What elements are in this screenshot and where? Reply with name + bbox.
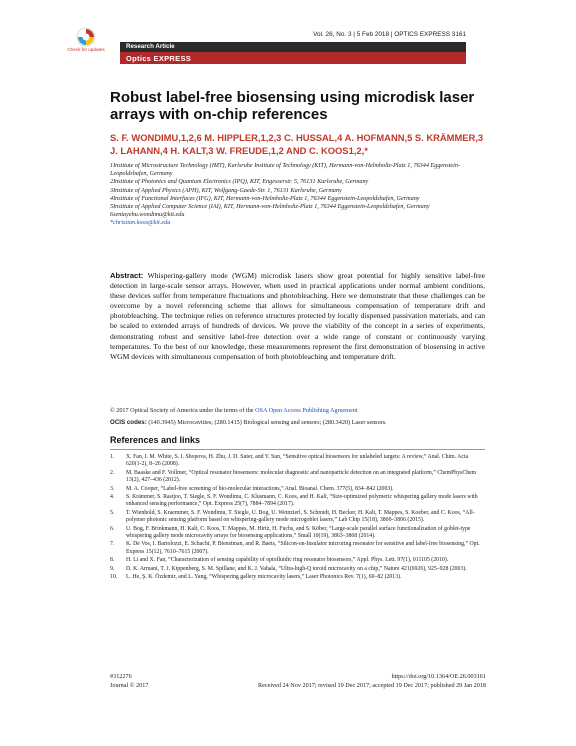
reference-number: 7.	[110, 541, 115, 548]
abstract-text: Whispering-gallery mode (WGM) microdisk lasers show great potential for highly sensitive label-free detection in large-scale sensor arrays. However, when used in practical applications under normal ambient conditions, these devices suffer from temperature fluctuations and photobleaching. Here we demonstrate that these challenges can be overcome by a novel referencing scheme that allows for simultaneous compensation of temperature drift and photobleaching. The technique relies on reference structures protected by locally dispensed passivation materials, and can be scaled to extended arrays of hundreds of devices. We prove the viability of the concept in a series of experiments, demonstrating robust and sensitive label-free detection over a wide range of constant or continuously varying temperatures. To the best of our knowledge, these measurements represent the first demonstration of biosensing in active WGM devices with simultaneous compensation of both photobleaching and temperature drift.	[110, 271, 485, 361]
reference-item	[110, 470, 485, 485]
crossmark-label: Check for updates	[67, 47, 105, 52]
abstract-label: Abstract:	[110, 271, 144, 280]
publication-dates: Received 24 Nov 2017; revised 19 Dec 2017; accepted 19 Dec 2017; published 29 Jan 2018	[257, 682, 486, 689]
reference-number: 5.	[110, 509, 115, 516]
abstract	[110, 271, 485, 362]
reference-text: M. Baaske and F. Vollmer, “Optical resonator biosensors: molecular diagnostic and nanoparticle detection on an integrated platform,” ChemPhysChem 13(2), 427–436 (2012).	[126, 469, 477, 484]
affiliation-4: 4Institute of Functional Interfaces (IFG), KIT, Hermann-von-Helmholtz-Platz 1, 76344 Eggenstein-Leopoldshafen, Germany	[110, 194, 420, 202]
affiliation-1: 1Institute of Microstructure Technology (IMT), Karlsruhe Institute of Technology (KIT), Hermann-von-Helmholtz-Platz 1, 76344 Eggenstein-Leopoldshafen, Germany	[110, 162, 461, 178]
reference-item	[110, 574, 485, 581]
reference-item	[110, 486, 485, 493]
reference-text: U. Bog, F. Brinkmann, H. Kalt, C. Koos, T. Mappes, M. Hirtz, H. Fuchs, and S. Köber, “Large-scale parallel surface functionalization of goblet-type whispering gallery mode microcavity arrays for biosensing applications,” Small 10(19), 3863–3868 (2014).	[126, 525, 471, 540]
reference-text: T. Wienhold, S. Kraemmer, S. F. Wondimu, T. Siegle, U. Bog, U. Weinzierl, S. Schmidt, H. Becker, H. Kalt, T. Mappes, S. Koeber, and C. Koos, “All-polymer photonic sensing platform based on whispering-gallery mode microgoblet lasers,” Lab Chip 15(18), 3800–3806 (2015).	[126, 509, 475, 524]
crossmark-badge[interactable]	[66, 27, 106, 52]
reference-number: 4.	[110, 494, 115, 501]
reference-text: X. Fan, I. M. White, S. I. Shopova, H. Zhu, J. D. Suter, and Y. Sun, “Sensitive optical biosensors for unlabeled targets: A review,” Anal. Chim. Acta 620(1-2), 8–26 (2008).	[126, 454, 469, 468]
reference-item	[110, 454, 485, 469]
references-heading: References and links	[110, 435, 201, 445]
reference-item	[110, 566, 485, 573]
open-access-agreement-link[interactable]: OSA Open Access Publishing Agreement	[255, 407, 358, 414]
reference-number: 6.	[110, 525, 115, 532]
reference-text: D. K. Armani, T. J. Kippenberg, S. M. Spillane, and K. J. Vahala, “Ultra-high-Q toroid microcavity on a chip,” Nature 421(6926), 925–928 (2003).	[126, 565, 467, 572]
ocis-text: (140.3945) Microcavities; (280.1415) Biological sensing and sensors; (280.3420) Laser sensors.	[148, 419, 387, 426]
reference-text: H. Li and X. Fan, “Characterization of sensing capability of optofluidic ring resonator biosensors,” Appl. Phys. Lett. 97(1), 011105 (2010).	[126, 557, 449, 564]
affiliation-2: 2Institute of Photonics and Quantum Electronics (IPQ), KIT, Engesserstr. 5, 76131 Karlsruhe, Germany	[110, 178, 369, 186]
reference-text: S. Krämmer, S. Rastjoo, T. Siegle, S. F. Wondimu, C. Klusmann, C. Koos, and H. Kalt, “Size-optimized polymeric whispering gallery mode lasers with enhanced sensing performance,” Opt. Express 25(7), 7884–7894 (2017).	[126, 494, 478, 508]
journal-name: Optics EXPRESS	[126, 54, 192, 63]
reference-item	[110, 494, 485, 509]
footer-left	[110, 672, 148, 690]
article-id: #312276	[110, 673, 132, 680]
journal-name-bar	[120, 52, 466, 64]
doi-link[interactable]: https://doi.org/10.1364/OE.26.003161	[391, 673, 486, 680]
divider	[110, 449, 485, 450]
article-type-label: Research Article	[126, 43, 175, 50]
affiliation-3: 3Institute of Applied Physics (APH), KIT, Wolfgang-Gaede-Str. 1, 76131 Karlsruhe, Germany	[110, 186, 342, 194]
reference-text: M. A. Cooper, “Label-free screening of bio-molecular interactions,” Anal. Bioanal. Chem. 377(5), 834–842 (2003).	[126, 485, 394, 492]
reference-text: K. De Vos, I. Bartolozzi, E. Schacht, P. Bienstman, and R. Baets, “Silicon-on-Insulator microring resonator for sensitive and label-free biosensing,” Opt. Express 15(12), 7610–7615 (2007).	[126, 541, 480, 555]
copyright-text: © 2017 Optical Society of America under the terms of the	[110, 407, 254, 414]
reference-number: 3.	[110, 485, 115, 492]
ocis-label: OCIS codes:	[110, 419, 147, 426]
reference-item	[110, 541, 485, 556]
copyright-line	[110, 407, 485, 414]
crossmark-icon	[76, 27, 96, 47]
reference-item	[110, 510, 485, 525]
reference-list	[110, 454, 485, 583]
reference-number: 1.	[110, 454, 115, 460]
authors-text: S. F. WONDIMU,1,2,6 M. HIPPLER,1,2,3 C. HUSSAL,4 A. HOFMANN,5 S. KRÄMMER,3 J. LAHANN,4 H. KALT,3 W. FREUDE,1,2 AND C. KOOS1,2,*	[110, 132, 484, 156]
reference-item	[110, 526, 485, 541]
reference-text: L. He, Ş. K. Özdemir, and L. Yang, “Whispering gallery microcavity lasers,” Laser Photonics Rev. 7(1), 60–82 (2013).	[126, 574, 402, 581]
reference-number: 10.	[110, 574, 118, 581]
reference-number: 8.	[110, 557, 115, 564]
article-type-bar	[120, 42, 466, 52]
affiliation-5: 5Institute of Applied Computer Science (IAI), KIT, Hermann-von-Helmholtz-Platz 1, 76344 Eggenstein-Leopoldshafen, Germany	[110, 203, 430, 211]
author-list	[110, 131, 485, 157]
footer-right	[258, 672, 486, 690]
email-koos[interactable]: *christian.koos@kit.edu	[110, 219, 171, 227]
paper-title: Robust label-free biosensing using microdisk laser arrays with on-chip references	[110, 89, 475, 123]
journal-copyright: Journal © 2017	[110, 682, 149, 689]
ocis-codes	[110, 419, 485, 426]
reference-number: 2.	[110, 469, 115, 476]
journal-info: Vol. 26, No. 3 | 5 Feb 2018 | OPTICS EXPRESS 3161	[313, 31, 466, 38]
email-wondimu[interactable]: 6sentayehu.wondimu@kit.edu	[110, 211, 185, 219]
affiliations	[110, 162, 490, 228]
reference-number: 9.	[110, 565, 115, 572]
reference-item	[110, 557, 485, 564]
